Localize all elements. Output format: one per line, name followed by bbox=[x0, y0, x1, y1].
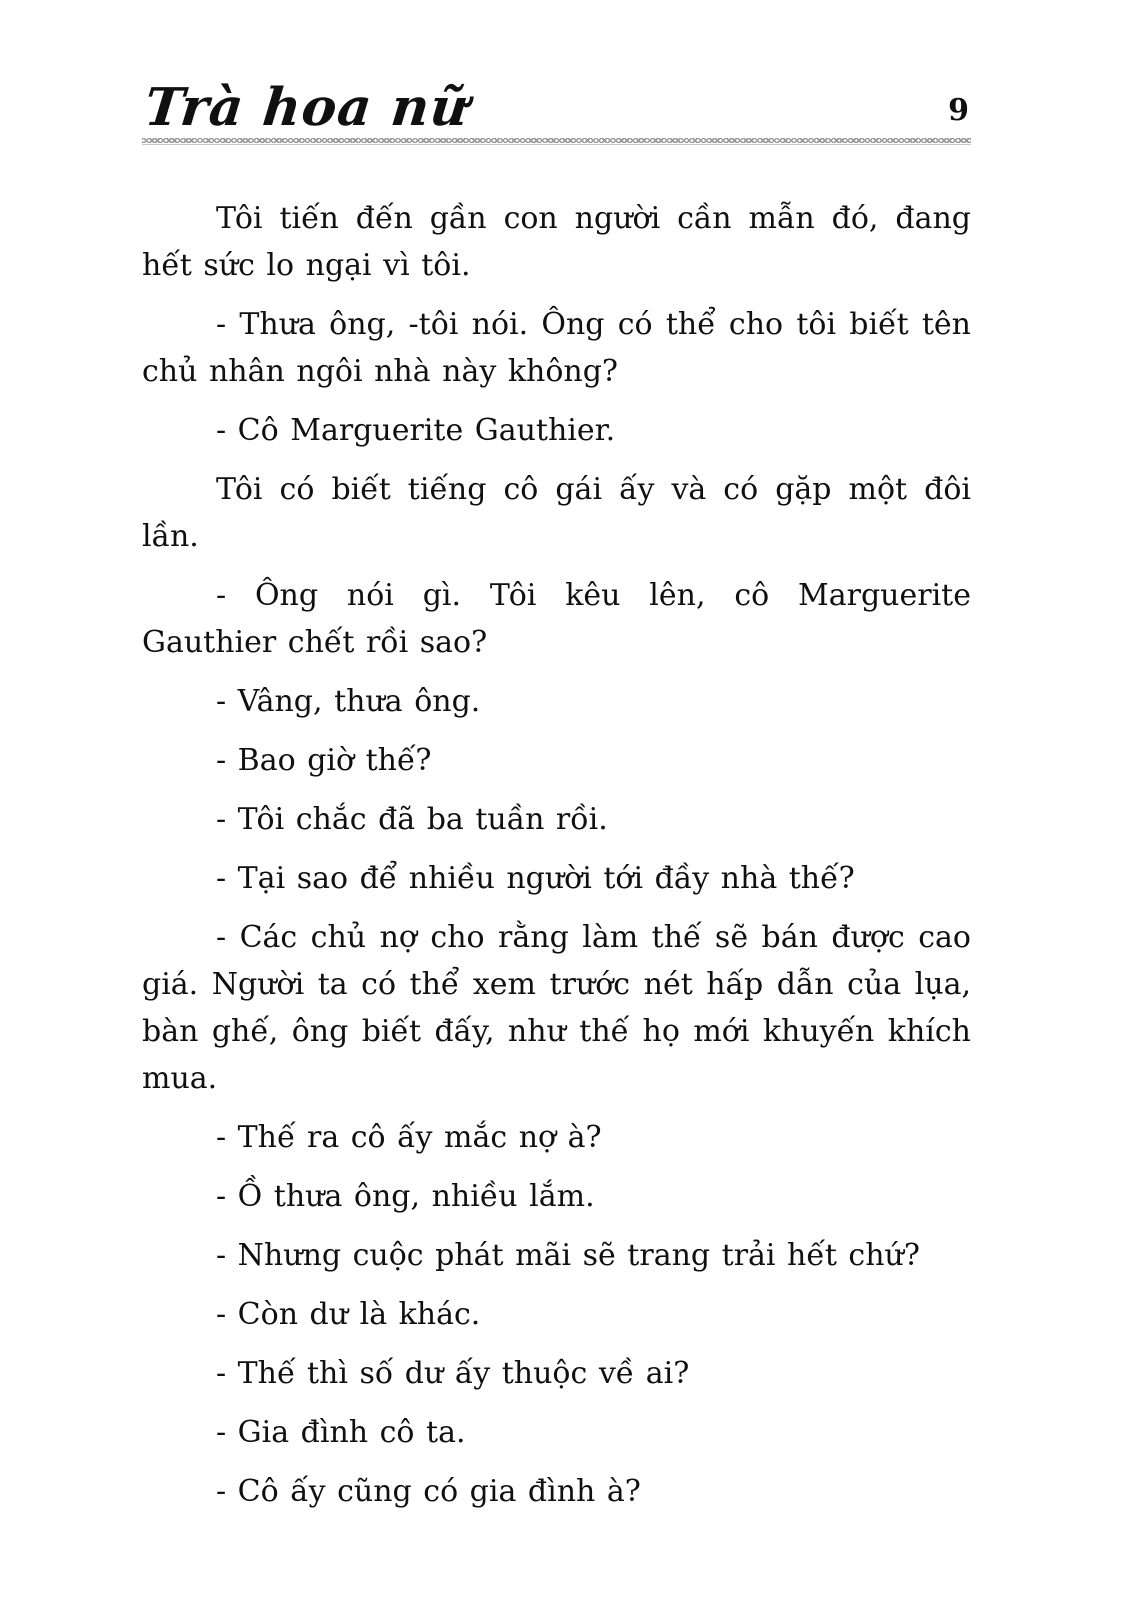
paragraph: - Nhưng cuộc phát mãi sẽ trang trải hết chứ? bbox=[216, 1238, 920, 1273]
book-title: Trà hoa nữ bbox=[141, 77, 473, 138]
running-header bbox=[142, 58, 971, 136]
paragraph: - Bao giờ thế? bbox=[216, 743, 432, 778]
paragraph: Tôi có biết tiếng cô gái ấy và có gặp một đôi lần. bbox=[142, 472, 971, 554]
paragraph: - Ông nói gì. Tôi kêu lên, cô Marguerite Gauthier chết rồi sao? bbox=[142, 578, 971, 660]
paragraph: - Thế ra cô ấy mắc nợ à? bbox=[216, 1120, 602, 1155]
page-content-area bbox=[142, 58, 971, 1527]
paragraph: - Gia đình cô ta. bbox=[216, 1415, 466, 1450]
paragraph: - Tại sao để nhiều người tới đầy nhà thế? bbox=[216, 861, 855, 896]
paragraph: Tôi tiến đến gần con người cần mẫn đó, đang hết sức lo ngại vì tôi. bbox=[142, 201, 971, 283]
paragraph: - Thưa ông, -tôi nói. Ông có thể cho tôi biết tên chủ nhân ngôi nhà này không? bbox=[142, 307, 971, 389]
paragraph: - Còn dư là khác. bbox=[216, 1297, 481, 1332]
paragraph: - Ồ thưa ông, nhiều lắm. bbox=[216, 1179, 595, 1214]
header-ornamental-rule bbox=[142, 138, 971, 145]
paragraph: - Các chủ nợ cho rằng làm thế sẽ bán được cao giá. Người ta có thể xem trước nét hấp dẫn của lụa, bàn ghế, ông biết đấy, như thế họ mới khuyến khích mua. bbox=[142, 920, 971, 1096]
paragraph: - Cô Marguerite Gauthier. bbox=[216, 413, 616, 448]
paragraph: - Vâng, thưa ông. bbox=[216, 684, 481, 719]
paragraph: - Tôi chắc đã ba tuần rồi. bbox=[216, 802, 608, 837]
paragraph: - Thế thì số dư ấy thuộc về ai? bbox=[216, 1356, 690, 1391]
page-number: 9 bbox=[948, 93, 969, 128]
paragraph: - Cô ấy cũng có gia đình à? bbox=[216, 1474, 641, 1509]
body-text bbox=[142, 195, 971, 1515]
